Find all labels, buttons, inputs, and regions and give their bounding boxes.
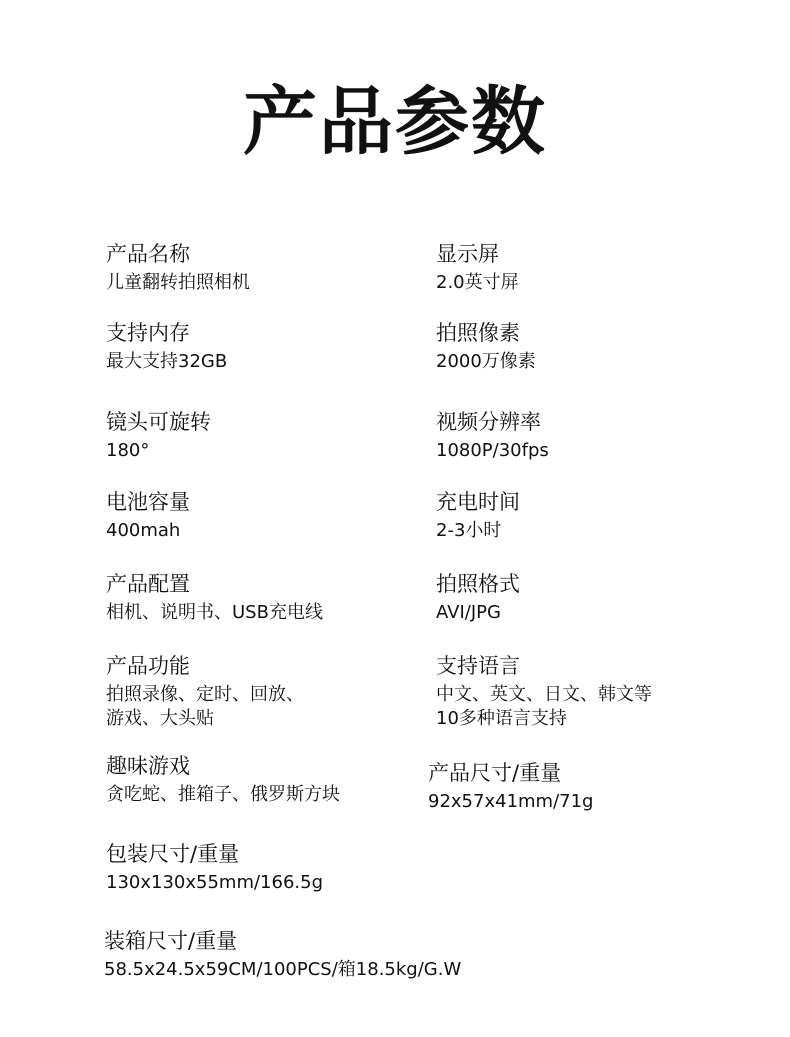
spec-value: 拍照录像、定时、回放、 游戏、大头贴 — [106, 684, 304, 729]
spec-label: 装箱尺寸/重量 — [104, 929, 238, 953]
spec-label: 产品配置 — [106, 572, 190, 596]
spec-photo-format — [436, 570, 520, 625]
spec-value: 2000万像素 — [436, 351, 536, 372]
spec-label: 显示屏 — [436, 242, 499, 266]
spec-carton-size-weight — [104, 927, 461, 982]
spec-label: 拍照像素 — [436, 321, 520, 345]
spec-product-size-weight — [428, 759, 593, 814]
spec-value: 1080P/30fps — [436, 440, 549, 461]
spec-functions — [106, 652, 304, 731]
page-title: 产品参数 — [243, 79, 547, 165]
spec-video-resolution — [436, 408, 549, 463]
spec-value: 相机、说明书、USB充电线 — [106, 602, 323, 623]
spec-label: 产品名称 — [106, 242, 190, 266]
spec-games — [106, 752, 340, 807]
spec-value: 儿童翻转拍照相机 — [106, 272, 250, 293]
spec-label: 产品尺寸/重量 — [428, 761, 562, 785]
spec-product-name — [106, 240, 250, 295]
spec-label: 充电时间 — [436, 490, 520, 514]
spec-lens-rotation — [106, 408, 211, 463]
spec-value: 最大支持32GB — [106, 351, 228, 372]
spec-value: 中文、英文、日文、韩文等 10多种语言支持 — [436, 684, 652, 729]
spec-value: 130x130x55mm/166.5g — [106, 872, 324, 893]
spec-memory — [106, 319, 227, 374]
spec-value: 58.5x24.5x59CM/100PCS/箱18.5kg/G.W — [104, 959, 462, 980]
spec-value: 92x57x41mm/71g — [428, 791, 594, 812]
spec-label: 支持内存 — [106, 321, 190, 345]
spec-value: AVI/JPG — [436, 602, 501, 623]
spec-label: 拍照格式 — [436, 572, 520, 596]
spec-value: 贪吃蛇、推箱子、俄罗斯方块 — [106, 784, 340, 805]
spec-label: 支持语言 — [436, 654, 520, 678]
spec-value: 2.0英寸屏 — [436, 272, 519, 293]
spec-languages — [436, 652, 652, 731]
spec-display — [436, 240, 519, 295]
spec-photo-pixels — [436, 319, 536, 374]
spec-package-size-weight — [106, 840, 323, 895]
spec-label: 产品功能 — [106, 654, 190, 678]
spec-charge-time — [436, 488, 520, 543]
spec-value: 2-3小时 — [436, 520, 502, 541]
spec-label: 包装尺寸/重量 — [106, 842, 240, 866]
spec-value: 400mah — [106, 520, 181, 541]
spec-label: 趣味游戏 — [106, 754, 190, 778]
spec-package-contents — [106, 570, 323, 625]
spec-label: 镜头可旋转 — [106, 410, 211, 434]
spec-label: 电池容量 — [106, 490, 190, 514]
spec-value: 180° — [106, 440, 150, 461]
spec-label: 视频分辨率 — [436, 410, 541, 434]
spec-battery — [106, 488, 190, 543]
